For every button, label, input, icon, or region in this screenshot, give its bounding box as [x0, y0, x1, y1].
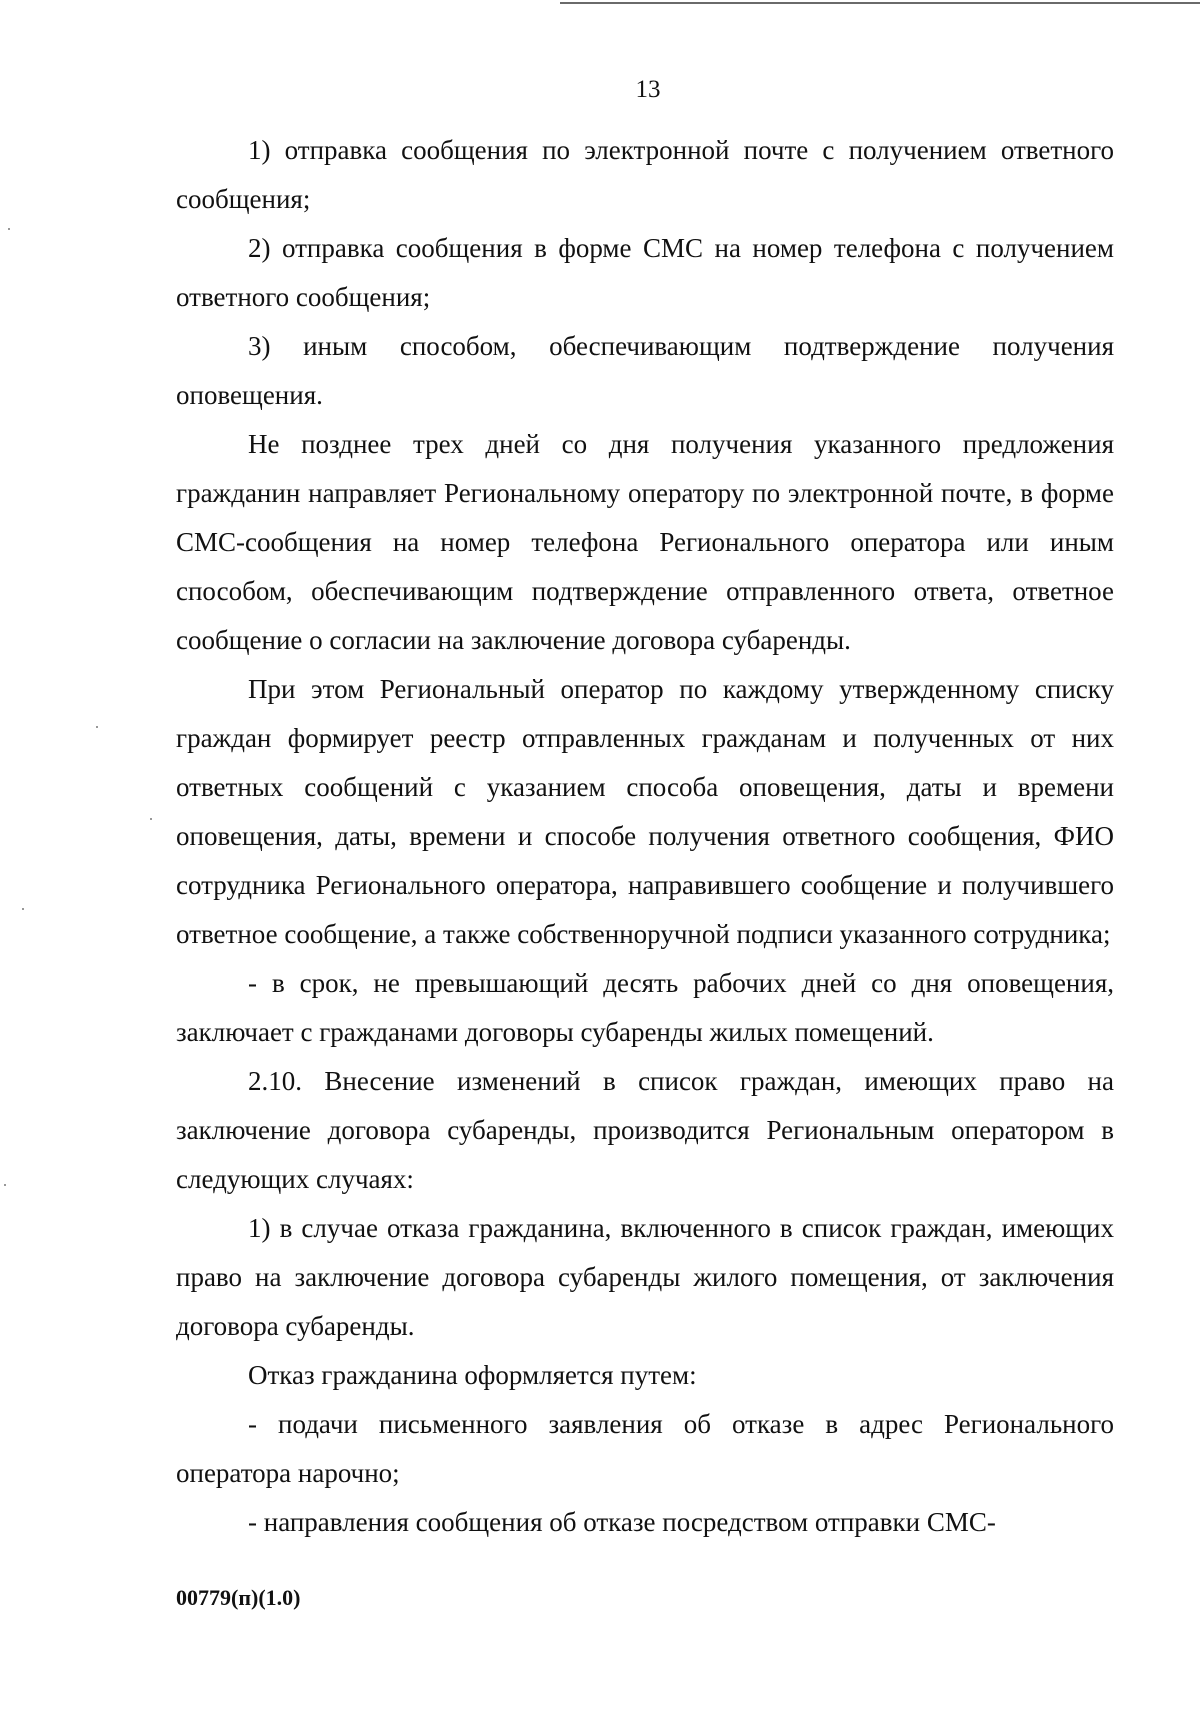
- paragraph-refusal-written: - подачи письменного заявления об отказе в адрес Регионального оператора нарочно;: [176, 1409, 1114, 1488]
- scan-speck: [96, 726, 98, 728]
- scan-speck: [4, 1184, 6, 1186]
- paragraph-item-2: 2) отправка сообщения в форме СМС на номер телефона с получением ответного сообщения;: [176, 233, 1114, 312]
- paragraph-registry: При этом Региональный оператор по каждому утвержденному списку граждан формирует реестр отправленных гражданам и полученных от них ответных сообщений с указанием способа оповещения, даты и времени оповещения, даты, времени и способе получения ответного сообщения, ФИО сотрудника Регионального оператора, направившего сообщение и получившего ответное сообщение, а также собственноручной подписи указанного сотрудника;: [176, 674, 1114, 949]
- paragraph-refusal-sms: - направления сообщения об отказе посредством отправки СМС-: [248, 1507, 996, 1537]
- paragraph-item-3: 3) иным способом, обеспечивающим подтверждение получения оповещения.: [176, 331, 1114, 410]
- paragraph-contract-term: - в срок, не превышающий десять рабочих дней со дня оповещения, заключает с гражданами договоры субаренды жилых помещений.: [176, 968, 1114, 1047]
- document-body: [176, 126, 1114, 1547]
- page-number: 13: [635, 76, 661, 103]
- scan-speck: [22, 908, 24, 910]
- scan-speck: [8, 228, 10, 230]
- document-code: 00779(п)(1.0): [176, 1585, 301, 1610]
- scan-top-edge-line: [560, 2, 1200, 4]
- paragraph-section-2-10: 2.10. Внесение изменений в список граждан, имеющих право на заключение договора субаренды, производится Региональным оператором в следующих случаях:: [176, 1066, 1114, 1194]
- paragraph-item-1: 1) отправка сообщения по электронной почте с получением ответного сообщения;: [176, 135, 1114, 214]
- paragraph-case-1: 1) в случае отказа гражданина, включенного в список граждан, имеющих право на заключение договора субаренды жилого помещения, от заключения договора субаренды.: [176, 1213, 1114, 1341]
- scan-speck: [150, 818, 152, 820]
- paragraph-response-deadline: Не позднее трех дней со дня получения указанного предложения гражданин направляет Региональному оператору по электронной почте, в форме СМС-сообщения на номер телефона Регионального оператора или иным способом, обеспечивающим подтверждение отправленного ответа, ответное сообщение о согласии на заключение договора субаренды.: [176, 429, 1114, 655]
- paragraph-refusal-intro: Отказ гражданина оформляется путем:: [248, 1360, 697, 1390]
